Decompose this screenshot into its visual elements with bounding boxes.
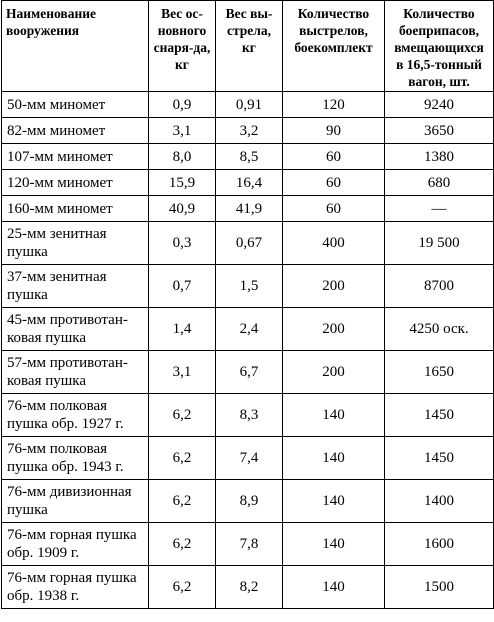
table-row	[2, 144, 494, 170]
cell-count: 60	[283, 196, 385, 222]
table-row	[2, 351, 494, 394]
cell-count: 200	[283, 308, 385, 351]
table-row	[2, 308, 494, 351]
cell-shot: 8,5	[216, 144, 283, 170]
cell-shell: 0,9	[149, 92, 216, 118]
cell-name: 107-мм миномет	[2, 144, 149, 170]
cell-wagon: 1650	[385, 351, 494, 394]
cell-count: 60	[283, 144, 385, 170]
cell-name: 76-мм полковая пушка обр. 1943 г.	[2, 437, 149, 480]
cell-wagon: 8700	[385, 265, 494, 308]
cell-shot: 0,91	[216, 92, 283, 118]
cell-name: 76-мм горная пушка обр. 1909 г.	[2, 523, 149, 566]
cell-wagon: 1450	[385, 437, 494, 480]
cell-name: 50-мм миномет	[2, 92, 149, 118]
cell-wagon: 1450	[385, 394, 494, 437]
table-row	[2, 480, 494, 523]
table-row	[2, 566, 494, 609]
cell-shell: 0,7	[149, 265, 216, 308]
table-row	[2, 196, 494, 222]
cell-wagon: —	[385, 196, 494, 222]
cell-shot: 41,9	[216, 196, 283, 222]
cell-count: 200	[283, 265, 385, 308]
cell-wagon: 1380	[385, 144, 494, 170]
header-shot-weight: Вес вы-стрела, кг	[216, 1, 283, 92]
table-row	[2, 523, 494, 566]
cell-shot: 8,3	[216, 394, 283, 437]
cell-wagon: 680	[385, 170, 494, 196]
cell-count: 90	[283, 118, 385, 144]
cell-name: 120-мм миномет	[2, 170, 149, 196]
cell-name: 25-мм зенитная пушка	[2, 222, 149, 265]
cell-shell: 40,9	[149, 196, 216, 222]
cell-wagon: 9240	[385, 92, 494, 118]
cell-shot: 7,4	[216, 437, 283, 480]
cell-count: 400	[283, 222, 385, 265]
cell-name: 45-мм противотан-ковая пушка	[2, 308, 149, 351]
cell-shell: 0,3	[149, 222, 216, 265]
cell-name: 160-мм миномет	[2, 196, 149, 222]
cell-shell: 6,2	[149, 394, 216, 437]
cell-wagon: 1600	[385, 523, 494, 566]
cell-wagon: 1500	[385, 566, 494, 609]
cell-shell: 6,2	[149, 480, 216, 523]
cell-shell: 15,9	[149, 170, 216, 196]
cell-shot: 2,4	[216, 308, 283, 351]
cell-shot: 1,5	[216, 265, 283, 308]
ammunition-table	[1, 0, 494, 609]
cell-name: 37-мм зенитная пушка	[2, 265, 149, 308]
table-row	[2, 437, 494, 480]
cell-count: 60	[283, 170, 385, 196]
table-row	[2, 92, 494, 118]
cell-shell: 6,2	[149, 566, 216, 609]
cell-wagon: 19 500	[385, 222, 494, 265]
cell-wagon: 1400	[385, 480, 494, 523]
cell-name: 82-мм миномет	[2, 118, 149, 144]
cell-name: 76-мм горная пушка обр. 1938 г.	[2, 566, 149, 609]
cell-shell: 8,0	[149, 144, 216, 170]
header-shell-weight: Вес ос-новного снаря-да, кг	[149, 1, 216, 92]
header-row	[2, 1, 494, 92]
cell-count: 140	[283, 437, 385, 480]
cell-name: 76-мм дивизионная пушка	[2, 480, 149, 523]
cell-shell: 3,1	[149, 118, 216, 144]
table-row	[2, 222, 494, 265]
cell-count: 200	[283, 351, 385, 394]
header-per-wagon: Количество боеприпасов, вмещающихся в 16,5-тонный вагон, шт.	[385, 1, 494, 92]
cell-shot: 8,2	[216, 566, 283, 609]
cell-name: 57-мм противотан-ковая пушка	[2, 351, 149, 394]
cell-shot: 16,4	[216, 170, 283, 196]
cell-wagon: 3650	[385, 118, 494, 144]
cell-shot: 0,67	[216, 222, 283, 265]
table-row	[2, 118, 494, 144]
cell-shot: 8,9	[216, 480, 283, 523]
header-shots-count: Количество выстрелов, боекомплект	[283, 1, 385, 92]
cell-shot: 3,2	[216, 118, 283, 144]
cell-wagon: 4250 оск.	[385, 308, 494, 351]
cell-shell: 6,2	[149, 437, 216, 480]
cell-count: 140	[283, 566, 385, 609]
table-row	[2, 170, 494, 196]
cell-shell: 6,2	[149, 523, 216, 566]
table-row	[2, 394, 494, 437]
cell-count: 120	[283, 92, 385, 118]
table-row	[2, 265, 494, 308]
cell-shot: 7,8	[216, 523, 283, 566]
cell-count: 140	[283, 394, 385, 437]
cell-count: 140	[283, 523, 385, 566]
cell-shot: 6,7	[216, 351, 283, 394]
cell-name: 76-мм полковая пушка обр. 1927 г.	[2, 394, 149, 437]
header-name: Наименование вооружения	[2, 1, 149, 92]
cell-count: 140	[283, 480, 385, 523]
cell-shell: 1,4	[149, 308, 216, 351]
cell-shell: 3,1	[149, 351, 216, 394]
